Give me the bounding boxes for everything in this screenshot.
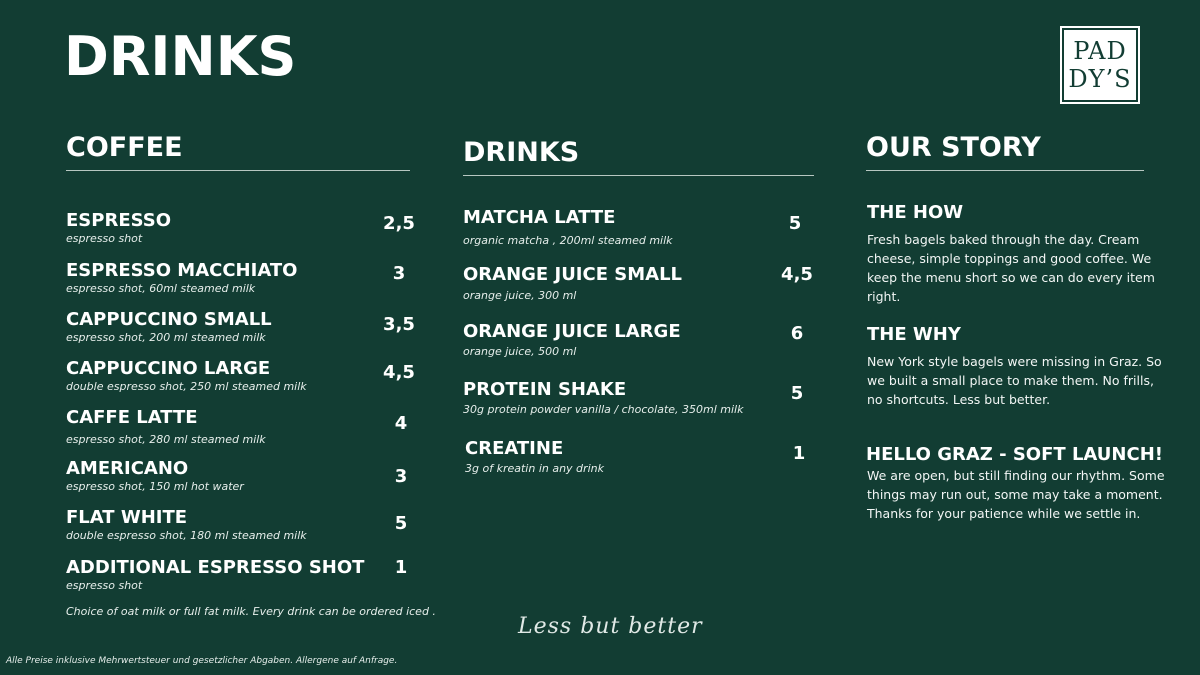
item-name: ESPRESSO xyxy=(66,210,172,231)
item-name: AMERICANO xyxy=(66,458,189,479)
logo-line-2: DY’S xyxy=(1068,65,1132,93)
menu-item xyxy=(463,379,743,417)
item-name: CAFFE LATTE xyxy=(66,407,198,428)
item-name: CAPPUCCINO LARGE xyxy=(66,358,271,379)
item-price: 5 xyxy=(790,383,804,404)
footer-disclaimer: Alle Preise inklusive Mehrwertsteuer und gesetzlicher Abgaben. Allergene auf Anfrage. xyxy=(6,656,398,666)
logo-line-1: PAD xyxy=(1073,37,1127,65)
coffee-note: Choice of oat milk or full fat milk. Every drink can be ordered iced . xyxy=(66,605,436,618)
item-description: espresso shot, 60ml steamed milk xyxy=(66,282,256,295)
item-description: espresso shot, 150 ml hot water xyxy=(66,480,244,493)
menu-item xyxy=(66,210,171,246)
item-price: 2,5 xyxy=(383,213,415,234)
item-name: FLAT WHITE xyxy=(66,507,188,528)
menu-item xyxy=(463,207,673,248)
item-name: ESPRESSO MACCHIATO xyxy=(66,260,298,281)
item-name: CAPPUCCINO SMALL xyxy=(66,309,272,330)
item-description: double espresso shot, 180 ml steamed milk xyxy=(66,529,307,542)
drinks-divider xyxy=(463,175,814,176)
item-name: PROTEIN SHAKE xyxy=(463,379,627,400)
item-price: 5 xyxy=(788,213,802,234)
item-price: 4,5 xyxy=(781,264,813,285)
story-paragraph: New York style bagels were missing in Graz. So we built a small place to make them. No frills, no shortcuts. Less but better. xyxy=(867,354,1162,407)
page-title: DRINKS xyxy=(64,25,297,88)
story-heading: OUR STORY xyxy=(866,132,1041,163)
item-description: espresso shot, 280 ml steamed milk xyxy=(66,433,266,446)
menu-item xyxy=(463,264,682,303)
coffee-heading: COFFEE xyxy=(66,132,183,163)
menu-item xyxy=(66,407,266,447)
story-subheading: THE WHY xyxy=(867,324,961,345)
item-description: 3g of kreatin in any drink xyxy=(465,462,604,475)
menu-item xyxy=(66,507,307,543)
item-price: 4,5 xyxy=(383,362,415,383)
item-name: ORANGE JUICE LARGE xyxy=(463,321,681,342)
item-price: 1 xyxy=(792,443,806,464)
item-price: 1 xyxy=(394,557,408,578)
item-price: 3 xyxy=(394,466,408,487)
item-description: double espresso shot, 250 ml steamed milk xyxy=(66,380,307,393)
drinks-heading: DRINKS xyxy=(463,137,580,168)
story-paragraph: Fresh bagels baked through the day. Cream cheese, simple toppings and good coffee. We keep the menu short so we can do every item right. xyxy=(867,232,1155,304)
item-price: 4 xyxy=(394,413,408,434)
item-description: organic matcha , 200ml steamed milk xyxy=(463,234,673,247)
item-price: 6 xyxy=(790,323,804,344)
coffee-divider xyxy=(66,170,410,171)
item-description: orange juice, 300 ml xyxy=(463,289,577,302)
paddys-logo xyxy=(1060,26,1140,104)
story-divider xyxy=(866,170,1144,171)
story-subheading: THE HOW xyxy=(867,202,964,223)
item-price: 3,5 xyxy=(383,314,415,335)
story-subheading: HELLO GRAZ - SOFT LAUNCH! xyxy=(866,444,1163,465)
item-description: espresso shot xyxy=(66,232,143,245)
item-description: 30g protein powder vanilla / chocolate, 350ml milk xyxy=(463,403,744,416)
menu-item xyxy=(66,358,307,394)
item-name: CREATINE xyxy=(465,438,564,459)
item-price: 3 xyxy=(392,263,406,284)
item-name: MATCHA LATTE xyxy=(463,207,616,228)
tagline: Less but better xyxy=(518,614,703,639)
menu-item xyxy=(465,438,604,476)
item-name: ORANGE JUICE SMALL xyxy=(463,264,683,285)
item-description: orange juice, 500 ml xyxy=(463,345,577,358)
menu-item xyxy=(463,321,681,359)
item-price: 5 xyxy=(394,513,408,534)
item-description: espresso shot xyxy=(66,579,143,592)
menu-item xyxy=(66,557,364,593)
item-name: ADDITIONAL ESPRESSO SHOT xyxy=(66,557,365,578)
logo-box xyxy=(1064,30,1136,100)
menu-item xyxy=(66,458,244,494)
story-paragraph: We are open, but still finding our rhythm. Some things may run out, some may take a moment. Thanks for your patience while we settle in. xyxy=(867,468,1165,521)
menu-item xyxy=(66,260,297,296)
item-description: espresso shot, 200 ml steamed milk xyxy=(66,331,266,344)
menu-item xyxy=(66,309,272,345)
